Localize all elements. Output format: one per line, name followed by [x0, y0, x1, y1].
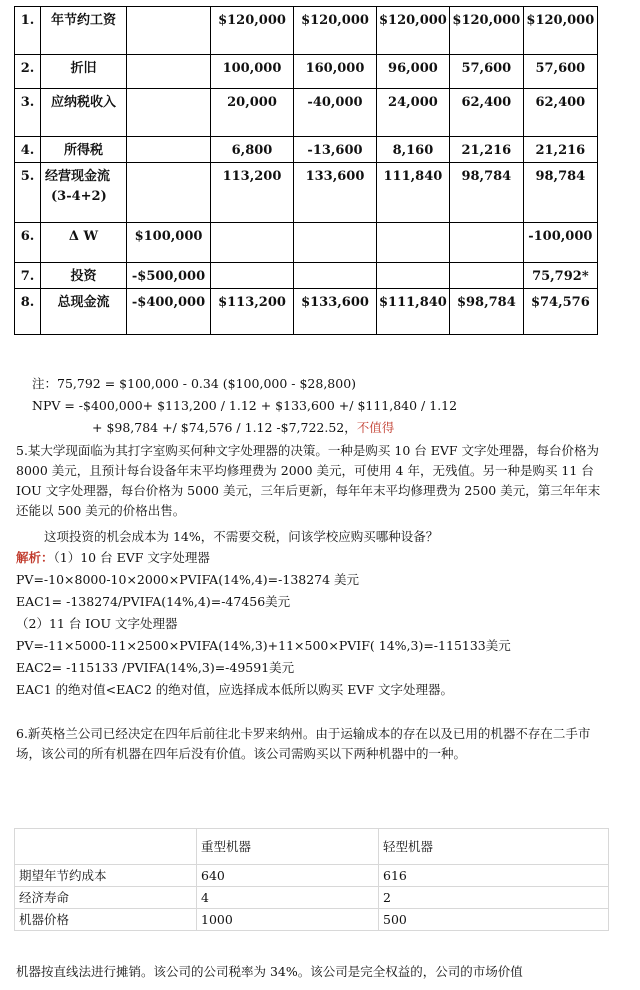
- cashflow-cell: [294, 263, 377, 289]
- cashflow-cell: -13,600: [294, 137, 377, 163]
- machine-header-heavy: 重型机器: [197, 829, 379, 865]
- row-label-life: 经济寿命: [15, 887, 197, 909]
- q5-part1: （1）10 台 EVF 文字处理器: [53, 550, 210, 565]
- cashflow-cell: $100,000: [127, 223, 211, 263]
- cashflow-cell: -$400,000: [127, 289, 211, 335]
- cashflow-cell: [127, 163, 211, 223]
- cashflow-cell: 6,800: [211, 137, 294, 163]
- cashflow-cell: [127, 7, 211, 55]
- row-label: [41, 263, 127, 289]
- note-line: 注：75,792 = $100,000 - 0.34 ($100,000 - $28,800): [32, 376, 357, 391]
- cashflow-cell: [377, 263, 450, 289]
- row-number: 7.: [15, 263, 41, 289]
- q6-question: 6.新英格兰公司已经决定在四年后前往北卡罗来纳州。由于运输成本的存在以及已用的机器不存在二手市场，该公司的所有机器在四年后没有价值。该公司需购买以下两种机器中的一种。: [16, 726, 591, 761]
- cashflow-cell: 98,784: [449, 163, 523, 223]
- cashflow-cell: [127, 137, 211, 163]
- light-savings: 616: [379, 865, 609, 887]
- cashflow-cell: [294, 223, 377, 263]
- npv-value: + $98,784 +/ $74,576 / 1.12 -$7,722.52，: [92, 420, 357, 435]
- row-label-formula: (3-4+2): [51, 189, 107, 204]
- cashflow-cell: 57,600: [449, 55, 523, 89]
- cashflow-row: [15, 7, 598, 55]
- row-label-text: 年节约工资: [50, 13, 116, 28]
- npv-conclusion: 不值得: [356, 420, 395, 435]
- row-label-text: 折旧: [70, 61, 97, 76]
- row-number: 4.: [15, 137, 41, 163]
- cashflow-row: [15, 223, 598, 263]
- row-number: 1.: [15, 7, 41, 55]
- cashflow-cell: 24,000: [377, 89, 450, 137]
- cashflow-row: [15, 289, 598, 335]
- cashflow-cell: 100,000: [211, 55, 294, 89]
- cashflow-cell: 75,792*: [523, 263, 597, 289]
- light-life: 2: [379, 887, 609, 909]
- cashflow-cell: -100,000: [523, 223, 597, 263]
- cashflow-cell: [127, 55, 211, 89]
- row-number: 3.: [15, 89, 41, 137]
- row-label-text: 总现金流: [57, 295, 110, 310]
- cashflow-row: [15, 263, 598, 289]
- row-label-price: 机器价格: [15, 909, 197, 931]
- row-number: 5.: [15, 163, 41, 223]
- cashflow-cell: 57,600: [523, 55, 597, 89]
- row-label: [41, 55, 127, 89]
- cashflow-cell: $98,784: [449, 289, 523, 335]
- cashflow-row: [15, 163, 598, 223]
- row-label: [41, 289, 127, 335]
- cashflow-cell: 133,600: [294, 163, 377, 223]
- cashflow-cell: [377, 223, 450, 263]
- row-number: 8.: [15, 289, 41, 335]
- row-number: 2.: [15, 55, 41, 89]
- analysis-label: 解析：: [16, 550, 54, 565]
- cashflow-cell: 21,216: [523, 137, 597, 163]
- row-label-text: 应纳税收入: [50, 95, 116, 110]
- machine-table: [14, 828, 609, 931]
- cashflow-cell: $120,000: [377, 7, 450, 55]
- q5-pv1: PV=-10×8000-10×2000×PVIFA(14%,4)=-138274 美元: [16, 572, 360, 587]
- cashflow-cell: [211, 263, 294, 289]
- cashflow-cell: -$500,000: [127, 263, 211, 289]
- cashflow-row: [15, 55, 598, 89]
- cashflow-cell: 8,160: [377, 137, 450, 163]
- q5-eac1: EAC1= -138274/PVIFA(14%,4)=-47456美元: [16, 594, 291, 609]
- cashflow-cell: 111,840: [377, 163, 450, 223]
- cashflow-cell: 96,000: [377, 55, 450, 89]
- npv-line-1: NPV = -$400,000+ $113,200 / 1.12 + $133,600 +/ $111,840 / 1.12: [32, 398, 458, 413]
- heavy-price: 1000: [197, 909, 379, 931]
- row-label: [41, 163, 127, 223]
- cashflow-cell: $120,000: [294, 7, 377, 55]
- light-price: 500: [379, 909, 609, 931]
- cashflow-cell: 98,784: [523, 163, 597, 223]
- cashflow-cell: [127, 89, 211, 137]
- row-number: 6.: [15, 223, 41, 263]
- cashflow-cell: 160,000: [294, 55, 377, 89]
- q5-part1-line: [16, 548, 210, 568]
- trailing-text: 机器按直线法进行摊销。该公司的公司税率为 34%。该公司是完全权益的，公司的市场价值: [16, 964, 523, 979]
- q5-eac2: EAC2= -115133 /PVIFA(14%,3)=-49591美元: [16, 660, 295, 675]
- row-label: [41, 223, 127, 263]
- cashflow-cell: 62,400: [523, 89, 597, 137]
- cashflow-cell: [449, 223, 523, 263]
- row-label: [41, 89, 127, 137]
- row-label-text: 经营现金流: [45, 169, 111, 184]
- row-label-text: 所得税: [63, 143, 103, 158]
- cashflow-cell: -40,000: [294, 89, 377, 137]
- cashflow-cell: $111,840: [377, 289, 450, 335]
- npv-line-2: [92, 418, 394, 438]
- q5-question: 5.某大学现面临为其打字室购买何种文字处理器的决策。一种是购买 10 台 EVF 文字处理器，每台价格为 8000 美元，且预计每台设备年末平均修理费为 2000 美元，可使用 4 年，无残值。另一种是购买 11 台 IOU 文字处理器，每台价格为 5000 美元，三年后更新，每年年末平均修理费为 2500 美元，第三年年末还能以 500 美元的价格出售。: [16, 443, 601, 518]
- machine-header-blank: [15, 829, 197, 865]
- cashflow-row: [15, 137, 598, 163]
- q5-pv2: PV=-11×5000-11×2500×PVIFA(14%,3)+11×500×PVIF( 14%,3)=-115133美元: [16, 638, 511, 653]
- q5-part2: （2）11 台 IOU 文字处理器: [16, 616, 178, 631]
- row-label: [41, 7, 127, 55]
- cashflow-cell: 20,000: [211, 89, 294, 137]
- cashflow-cell: [211, 223, 294, 263]
- cashflow-cell: 21,216: [449, 137, 523, 163]
- cashflow-cell: 113,200: [211, 163, 294, 223]
- heavy-life: 4: [197, 887, 379, 909]
- q5-question-indent: 这项投资的机会成本为 14%，不需要交税，问该学校应购买哪种设备？: [44, 529, 439, 544]
- q5-conclusion: EAC1 的绝对值<EAC2 的绝对值，应选择成本低所以购买 EVF 文字处理器。: [16, 682, 454, 697]
- cashflow-cell: [449, 263, 523, 289]
- cashflow-cell: $133,600: [294, 289, 377, 335]
- cashflow-row: [15, 89, 598, 137]
- row-label-text: Δ W: [68, 229, 99, 244]
- row-label-savings: 期望年节约成本: [15, 865, 197, 887]
- machine-header-light: 轻型机器: [379, 829, 609, 865]
- cashflow-cell: $120,000: [523, 7, 597, 55]
- cashflow-cell: $120,000: [449, 7, 523, 55]
- row-label-text: 投资: [70, 269, 97, 284]
- cashflow-cell: $113,200: [211, 289, 294, 335]
- cashflow-table: [14, 6, 598, 335]
- cashflow-cell: $74,576: [523, 289, 597, 335]
- heavy-savings: 640: [197, 865, 379, 887]
- cashflow-cell: 62,400: [449, 89, 523, 137]
- cashflow-cell: $120,000: [211, 7, 294, 55]
- row-label: [41, 137, 127, 163]
